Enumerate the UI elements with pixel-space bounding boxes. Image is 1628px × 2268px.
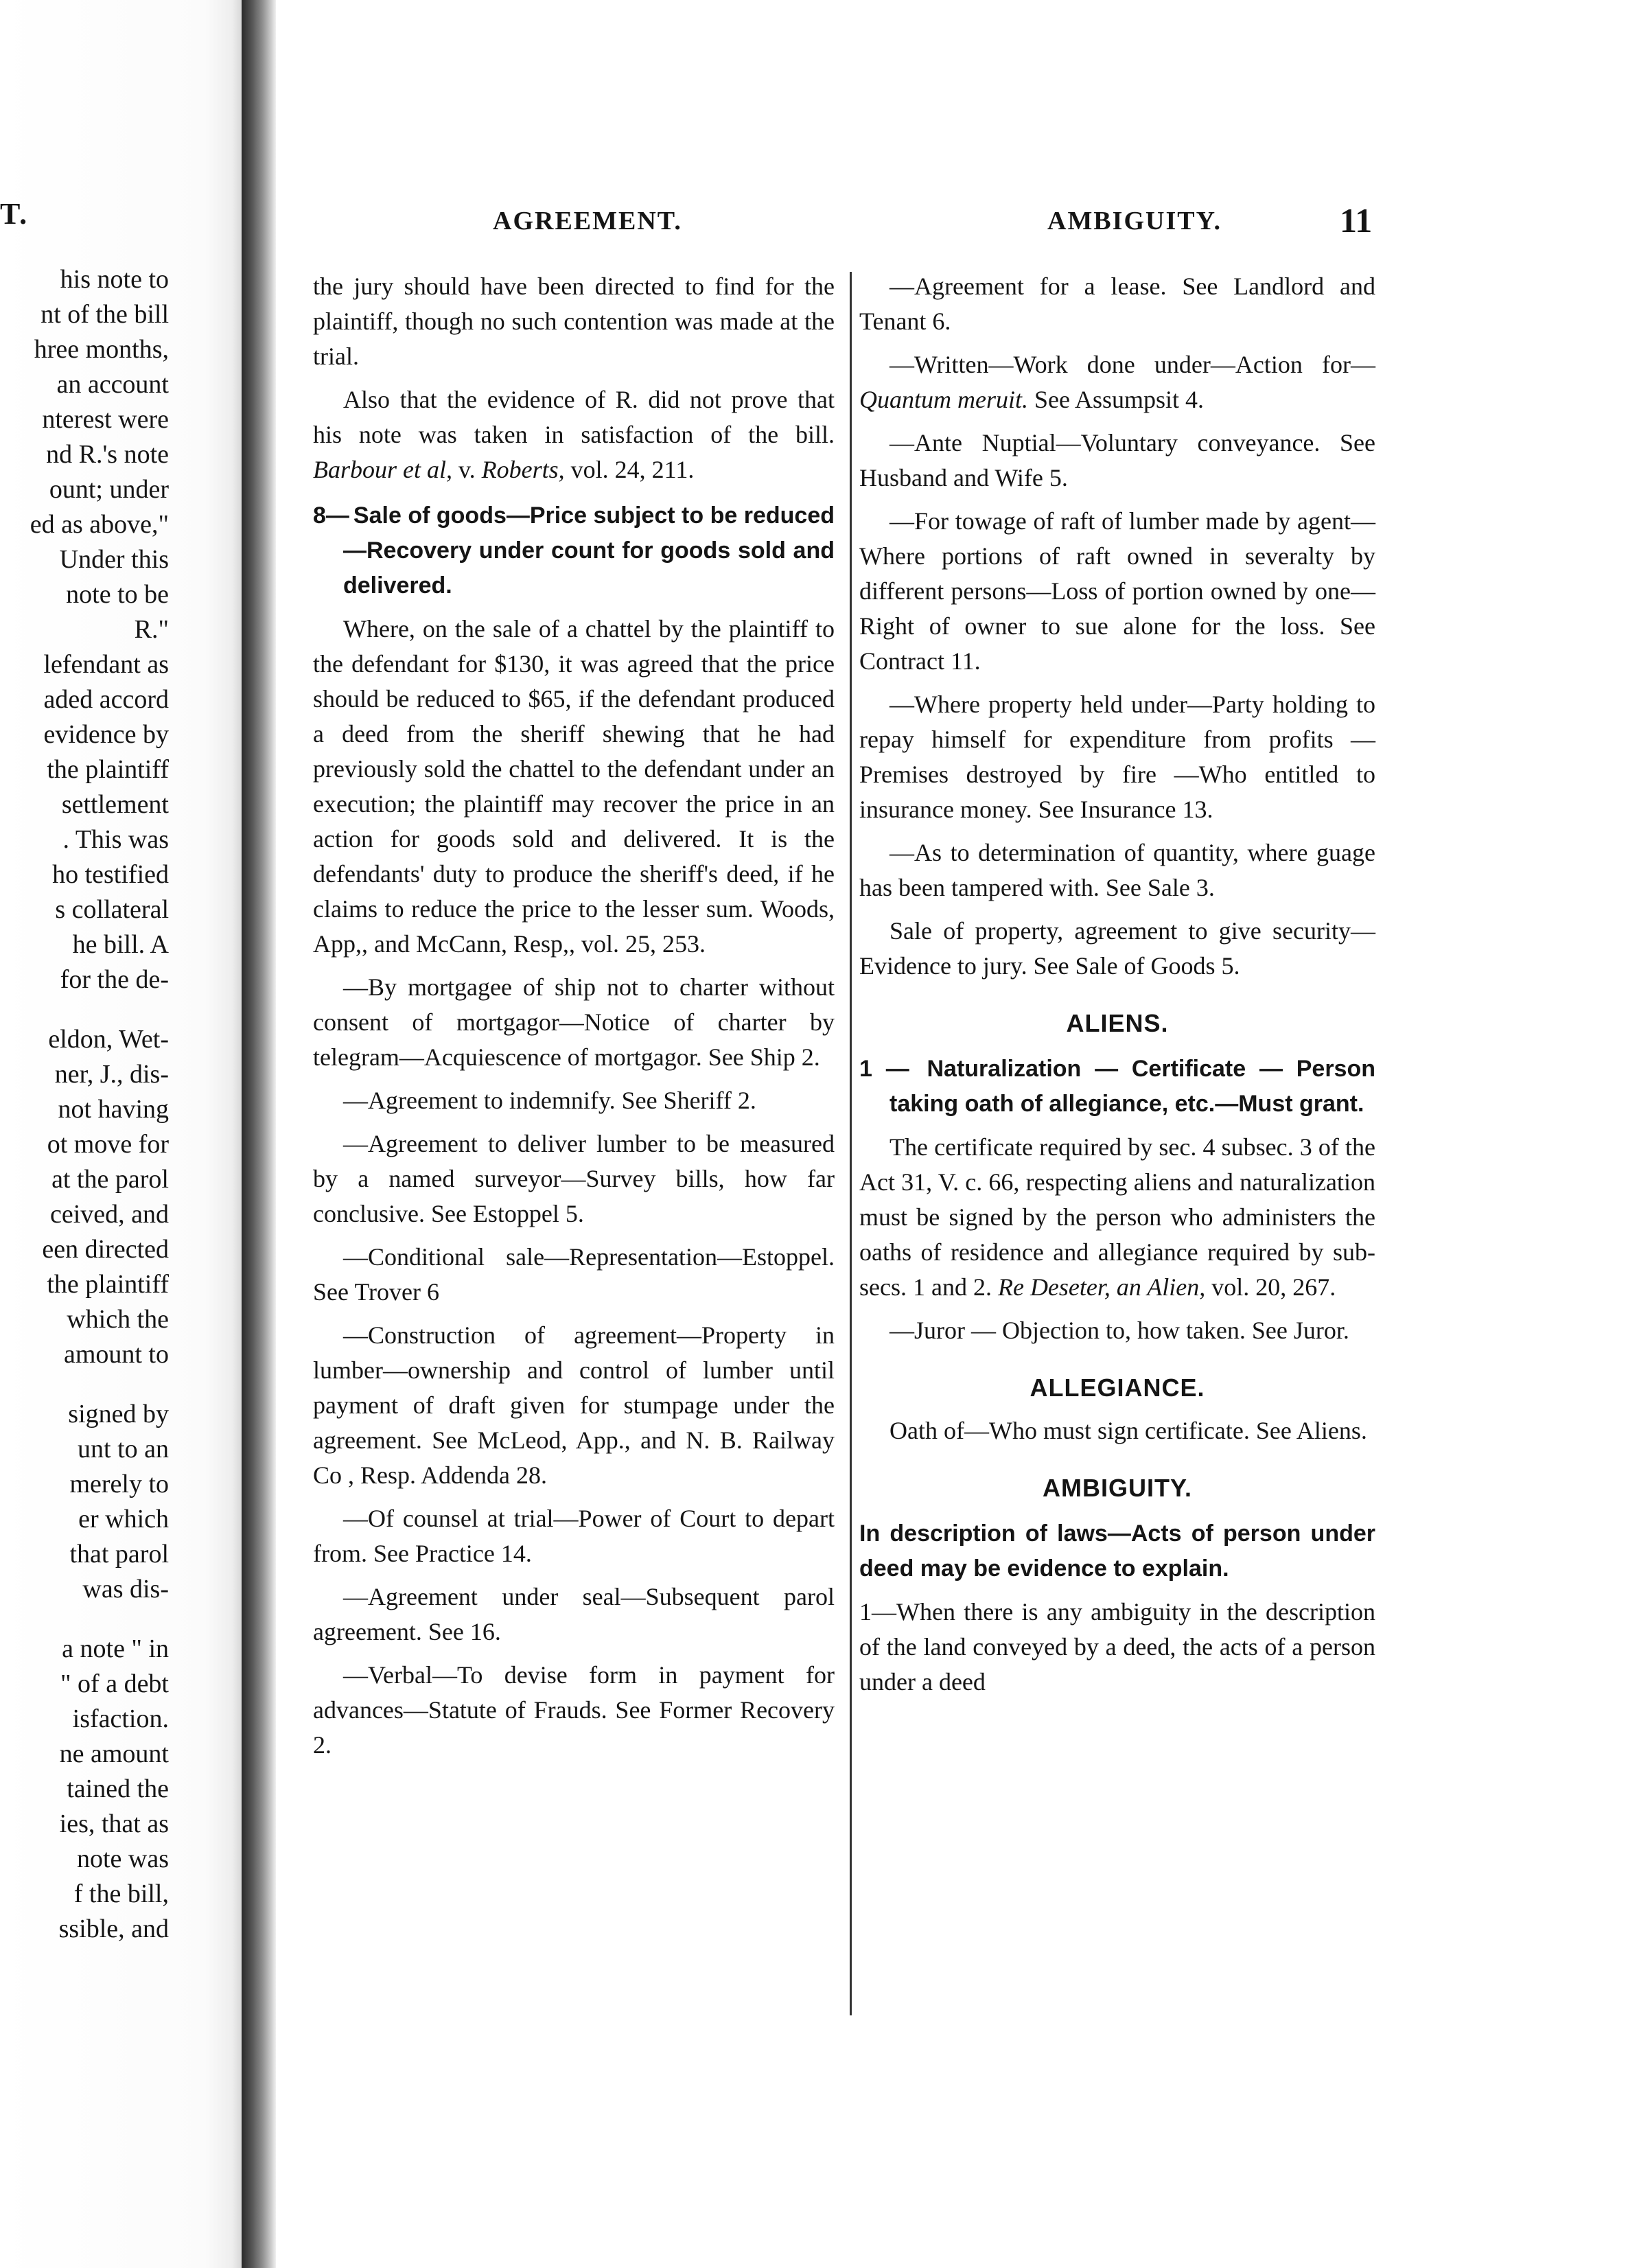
reference-target: See Assumpsit 4. bbox=[1034, 386, 1205, 413]
facing-page-line: f the bill, bbox=[73, 1879, 169, 1908]
facing-page-line: aded accord bbox=[43, 685, 169, 714]
facing-page-line: an account bbox=[56, 370, 169, 399]
section-heading bbox=[859, 1052, 1375, 1122]
running-head-left: AGREEMENT. bbox=[493, 207, 682, 235]
heading-number: 8— bbox=[313, 502, 349, 529]
paragraph: the jury should have been directed to find for the plaintiff, though no such contention was made at the trial. bbox=[313, 273, 835, 370]
facing-page-line: ies, that as bbox=[59, 1809, 169, 1838]
facing-page-line: not having bbox=[58, 1095, 169, 1124]
cross-reference: —As to determination of quantity, where guage has been tampered with. See Sale 3. bbox=[859, 839, 1375, 901]
column-divider bbox=[850, 272, 852, 2015]
facing-page-line: een directed bbox=[42, 1235, 169, 1264]
citation: vol. 24, 211. bbox=[570, 456, 695, 483]
cross-reference bbox=[859, 347, 1375, 417]
cross-reference: —Conditional sale—Representation—Estoppel. See Trover 6 bbox=[313, 1243, 835, 1306]
paragraph: Oath of—Who must sign certificate. See Aliens. bbox=[889, 1417, 1367, 1444]
facing-page-line: ssible, and bbox=[58, 1914, 169, 1943]
facing-page bbox=[0, 0, 242, 2268]
cross-reference: —By mortgagee of ship not to charter without consent of mortgagor—Notice of charter by telegram—Acquiescence of mortgagor. See Ship 2. bbox=[313, 973, 835, 1071]
facing-page-line: . This was bbox=[62, 825, 169, 854]
facing-page-line: a note " in bbox=[62, 1634, 169, 1663]
running-head-right: AMBIGUITY. bbox=[1047, 207, 1222, 235]
facing-page-line: for the de- bbox=[60, 965, 169, 994]
facing-page-line: lefendant as bbox=[43, 650, 169, 679]
section-title-ambiguity: AMBIGUITY. bbox=[1042, 1474, 1192, 1502]
facing-page-line: " of a debt bbox=[60, 1669, 169, 1698]
paragraph-text: Also that the evidence of R. did not prove that his note was taken in satisfaction of the bill. bbox=[313, 386, 835, 448]
facing-page-line: ho testified bbox=[52, 860, 169, 889]
right-column bbox=[859, 269, 1375, 1708]
facing-page-line: he bill. A bbox=[72, 930, 169, 959]
paragraph: 1—When there is any ambiguity in the description of the land conveyed by a deed, the acts of a person under a deed bbox=[859, 1598, 1375, 1696]
facing-page-line bbox=[0, 1372, 169, 1397]
case-name: Roberts, bbox=[481, 456, 565, 483]
versus: v. bbox=[458, 456, 476, 483]
paragraph bbox=[313, 382, 835, 487]
facing-page-line: ot move for bbox=[47, 1130, 169, 1159]
heading-text: Sale of goods—Price subject to be reduced—Recovery under count for goods sold and delivered. bbox=[343, 502, 835, 599]
heading-text: Naturalization — Certificate — Person taking oath of allegiance, etc.—Must grant. bbox=[889, 1056, 1375, 1117]
paragraph-text: The certificate required by sec. 4 subsec. 3 of the Act 31, V. c. 66, respecting aliens and naturalization must be signed by the person who administers the oaths of residence and allegiance required by sub-secs. 1 and 2. bbox=[859, 1133, 1375, 1301]
cross-reference: —Where property held under—Party holding to repay himself for expenditure from profits — Premises destroyed by fire —Who entitled to insurance money. See Insurance 13. bbox=[859, 691, 1375, 823]
cross-reference: —Agreement to indemnify. See Sheriff 2. bbox=[343, 1087, 756, 1114]
facing-page-line: ceived, and bbox=[49, 1200, 169, 1229]
latin-term: Quantum meruit. bbox=[859, 386, 1028, 413]
cross-reference: —For towage of raft of lumber made by agent—Where portions of raft owned in severalty by different persons—Loss of portion owned by one—Right of owner to sue alone for the loss. See Contract 11. bbox=[859, 507, 1375, 675]
facing-page-line: the plaintiff bbox=[47, 1270, 169, 1299]
facing-page-line: ed as above," bbox=[30, 510, 169, 539]
facing-page-line: ner, J., dis- bbox=[54, 1060, 169, 1089]
paragraph bbox=[859, 1130, 1375, 1305]
facing-page-line: signed by bbox=[68, 1400, 169, 1428]
facing-page-line: evidence by bbox=[43, 720, 169, 749]
section-heading: In description of laws—Acts of person under deed may be evidence to explain. bbox=[859, 1520, 1375, 1582]
section-heading bbox=[313, 498, 835, 603]
cross-reference: —Construction of agreement—Property in lumber—ownership and control of lumber until payment of draft given for stumpage under the agreement. See McLeod, App., and N. B. Railway Co , Resp. Addenda 28. bbox=[313, 1321, 835, 1489]
facing-page-line: hree months, bbox=[34, 335, 169, 364]
facing-page-line: tained the bbox=[67, 1774, 169, 1803]
facing-page-line: ount; under bbox=[49, 475, 169, 504]
facing-page-line: nd R.'s note bbox=[46, 440, 169, 469]
reference-text: —Written—Work done under—Action for— bbox=[889, 351, 1375, 378]
facing-page-line: s collateral bbox=[55, 895, 169, 924]
case-name: Re Deseter, an Alien, bbox=[997, 1273, 1206, 1301]
facing-page-line: his note to bbox=[60, 265, 169, 294]
facing-page-line: the plaintiff bbox=[47, 755, 169, 784]
facing-page-line: note was bbox=[76, 1844, 169, 1873]
cross-reference: —Agreement to deliver lumber to be measured by a named surveyor—Survey bills, how far conclusive. See Estoppel 5. bbox=[313, 1130, 835, 1227]
section-title-allegiance: ALLEGIANCE. bbox=[1030, 1374, 1205, 1402]
facing-page-line: merely to bbox=[69, 1470, 169, 1498]
facing-page-line: was dis- bbox=[82, 1575, 169, 1604]
facing-page-text bbox=[0, 262, 169, 1947]
cross-reference: —Juror — Objection to, how taken. See Juror. bbox=[889, 1317, 1349, 1344]
cross-reference: —Verbal—To devise form in payment for advances—Statute of Frauds. See Former Recovery 2. bbox=[313, 1661, 835, 1759]
facing-page-line: isfaction. bbox=[72, 1704, 169, 1733]
cross-reference: —Agreement under seal—Subsequent parol agreement. See 16. bbox=[313, 1583, 835, 1645]
cross-reference: —Ante Nuptial—Voluntary conveyance. See Husband and Wife 5. bbox=[859, 429, 1375, 491]
facing-page-line: unt to an bbox=[78, 1435, 169, 1463]
book-gutter bbox=[242, 0, 276, 2268]
facing-page-line: settlement bbox=[61, 790, 169, 819]
facing-page-line bbox=[0, 997, 169, 1022]
facing-page-line: which the bbox=[67, 1305, 169, 1334]
facing-page-line: that parol bbox=[69, 1540, 169, 1569]
facing-page-line: Under this bbox=[59, 545, 169, 574]
page-number: 11 bbox=[1340, 201, 1373, 240]
facing-page-line bbox=[0, 1607, 169, 1632]
facing-page-header: T. bbox=[0, 197, 29, 231]
heading-number: 1 — bbox=[859, 1056, 909, 1082]
citation: vol. 20, 267. bbox=[1211, 1273, 1336, 1301]
facing-page-line: ne amount bbox=[59, 1739, 169, 1768]
case-name: Barbour et al, bbox=[313, 456, 452, 483]
facing-page-line: er which bbox=[78, 1505, 169, 1534]
left-column bbox=[313, 269, 835, 1771]
cross-reference: —Agreement for a lease. See Landlord and Tenant 6. bbox=[859, 273, 1375, 335]
facing-page-line: amount to bbox=[63, 1340, 169, 1369]
facing-page-line: nterest were bbox=[42, 405, 169, 434]
facing-page-line: R." bbox=[134, 615, 169, 644]
facing-page-line: nt of the bill bbox=[40, 300, 169, 329]
facing-page-line: note to be bbox=[66, 580, 169, 609]
cross-reference: Sale of property, agreement to give security—Evidence to jury. See Sale of Goods 5. bbox=[859, 917, 1375, 980]
facing-page-line: eldon, Wet- bbox=[48, 1025, 169, 1054]
cross-reference: —Of counsel at trial—Power of Court to depart from. See Practice 14. bbox=[313, 1505, 835, 1567]
section-title-aliens: ALIENS. bbox=[1066, 1009, 1169, 1037]
paragraph: Where, on the sale of a chattel by the plaintiff to the defendant for $130, it was agreed that the price should be reduced to $65, if the defendant produced a deed from the sheriff shewing that he had previously sold the chattel to the defendant under an execution; the plaintiff may recover the price in an action for goods sold and delivered. It is the defendants' duty to produce the sheriff's deed, if he claims to reduce the price to the lesser sum. Woods, App,, and McCann, Resp,, vol. 25, 253. bbox=[313, 615, 835, 958]
facing-page-line: at the parol bbox=[51, 1165, 169, 1194]
